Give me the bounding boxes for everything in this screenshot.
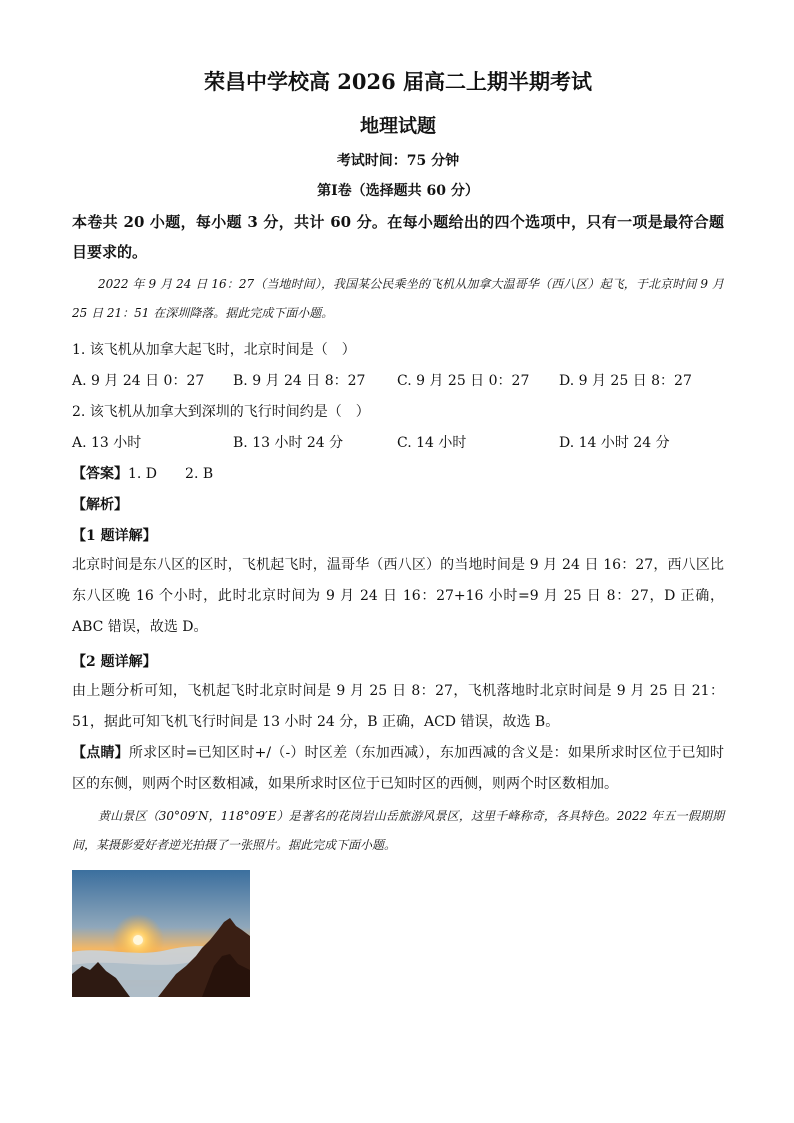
instructions: 本卷共 20 小题，每小题 3 分，共计 60 分。在每小题给出的四个选项中，只有一项是最符合题目要求的。 — [72, 213, 724, 261]
tip-label: 【点睛】 — [72, 745, 129, 761]
q2-option-a: A. 13 小时 — [72, 435, 142, 451]
q2-option-b: B. 13 小时 24 分 — [233, 435, 344, 451]
answer-label: 【答案】 — [72, 466, 128, 482]
sunrise-photo-illustration — [72, 870, 250, 997]
q1-option-c: C. 9 月 25 日 0：27 — [397, 373, 530, 389]
q1-option-b: B. 9 月 24 日 8：27 — [233, 373, 366, 389]
q1-option-a: A. 9 月 24 日 0：27 — [72, 373, 205, 389]
passage-2: 黄山景区（30°09′N，118°09′E）是著名的花岗岩山岳旅游风景区，这里千峰称奇，各具特色。2022 年五一假期期间，某摄影爱好者逆光拍摄了一张照片。据此完成下面小题。 — [72, 809, 724, 852]
tip-block — [72, 738, 724, 800]
exam-title: 荣昌中学校高 2026 届高二上期半期考试 — [203, 69, 593, 94]
answer-text: 1. D 2. B — [128, 466, 214, 482]
detail-2-text: 由上题分析可知，飞机起飞时北京时间是 9 月 25 日 8：27，飞机落地时北京时间是 9 月 25 日 21：51，据此可知飞机飞行时间是 13 小时 24 分，B 正确，ACD 错误，故选 B。 — [72, 683, 724, 730]
question-2-stem: 2. 该飞机从加拿大到深圳的飞行时间约是（ ） — [72, 404, 370, 420]
exam-time: 考试时间：75 分钟 — [336, 153, 460, 169]
tip-text: 所求区时=已知区时+/（-）时区差（东加西减），东加西减的含义是：如果所求时区位于已知时区的东侧，则两个时区数相减，如果所求时区位于已知时区的西侧，则两个时区数相加。 — [72, 745, 725, 792]
detail-1-text: 北京时间是东八区的区时，飞机起飞时，温哥华（西八区）的当地时间是 9 月 24 日 16：27，西八区比东八区晚 16 个小时，此时北京时间为 9 月 24 日 16：27+16 小时=9 月 25 日 8：27，D 正确，ABC 错误，故选 D。 — [72, 557, 724, 635]
detail-2-label: 【2 题详解】 — [72, 654, 157, 670]
q2-option-c: C. 14 小时 — [397, 435, 467, 451]
section-title: 第Ⅰ卷（选择题共 60 分） — [317, 183, 479, 199]
answer-line — [72, 463, 724, 483]
subject-title: 地理试题 — [359, 115, 436, 137]
analysis-label: 【解析】 — [72, 497, 128, 513]
q1-option-d: D. 9 月 25 日 8：27 — [559, 373, 692, 389]
passage-1: 2022 年 9 月 24 日 16：27（当地时间），我国某公民乘坐的飞机从加拿大温哥华（西八区）起飞，于北京时间 9 月 25 日 21：51 在深圳降落。据此完成下面小题。 — [72, 277, 724, 320]
q2-option-d: D. 14 小时 24 分 — [559, 435, 670, 451]
question-1-stem: 1. 该飞机从加拿大起飞时，北京时间是（ ） — [72, 342, 356, 358]
huangshan-sunrise-photo — [72, 870, 250, 997]
detail-1-label: 【1 题详解】 — [72, 528, 157, 544]
